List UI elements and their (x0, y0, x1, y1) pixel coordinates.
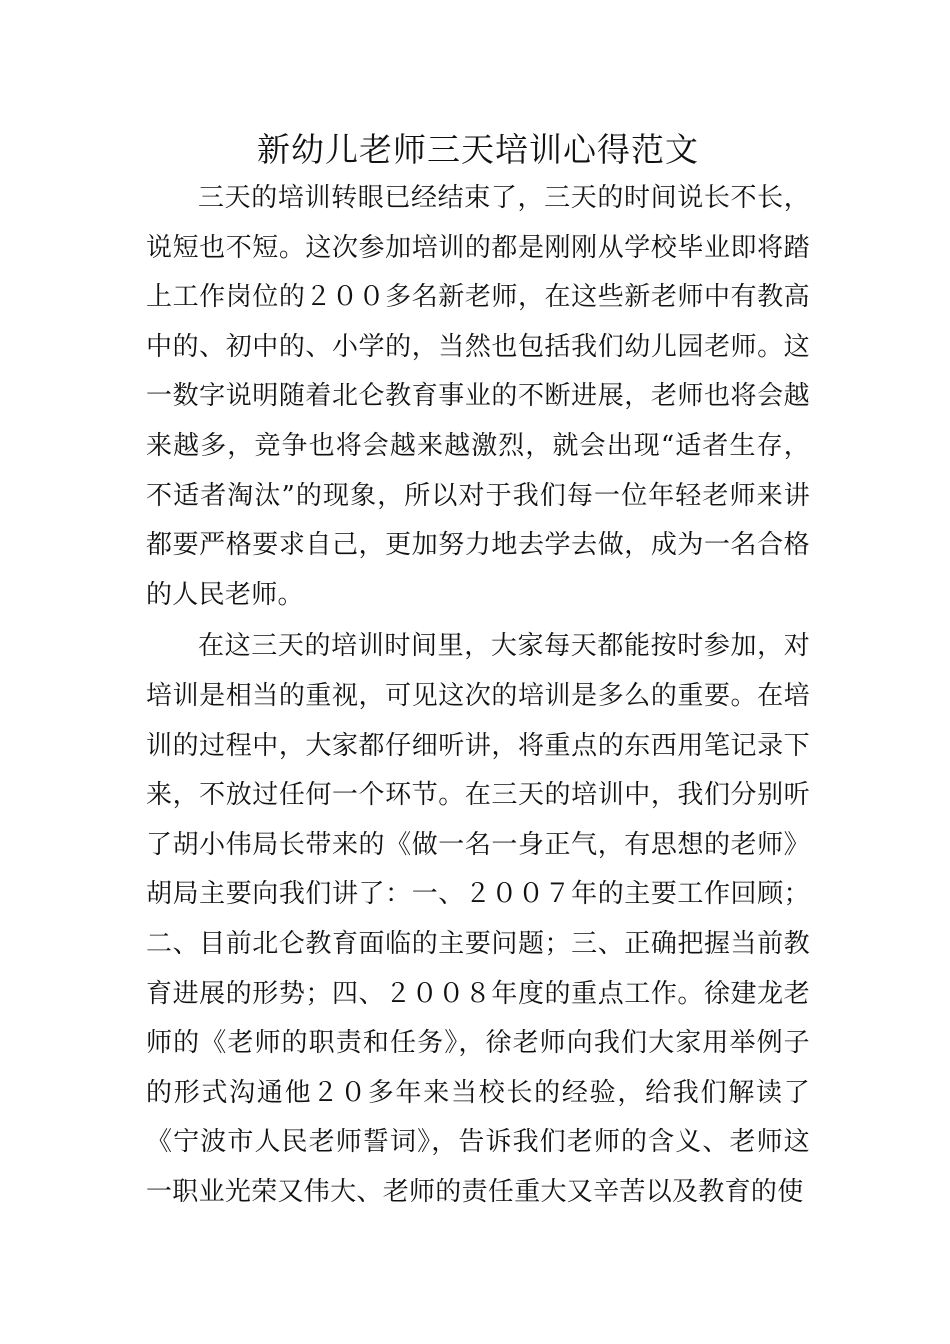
paragraph-1: 三天的培训转眼已经结束了，三天的时间说长不长，说短也不短。这次参加培训的都是刚刚从学校毕业即将踏上工作岗位的２００多名新老师，在这些新老师中有教高中的、初中的、小学的，当然也包括我们幼儿园老师。这一数字说明随着北仑教育事业的不断进展，老师也将会越来越多，竞争也将会越来越激烈，就会出现“适者生存，不适者淘汰”的现象，所以对于我们每一位年轻老师来讲都要严格要求自己，更加努力地去学去做，成为一名合格的人民老师。 (146, 183, 810, 610)
paragraph-2: 在这三天的培训时间里，大家每天都能按时参加，对培训是相当的重视，可见这次的培训是多么的重要。在培训的过程中，大家都仔细听讲，将重点的东西用笔记录下来，不放过任何一个环节。在三天的培训中，我们分别听了胡小伟局长带来的《做一名一身正气，有思想的老师》胡局主要向我们讲了：一、２００７年的主要工作回顾；二、目前北仑教育面临的主要问题；三、正确把握当前教育进展的形势；四、２００８年度的重点工作。徐建龙老师的《老师的职责和任务》，徐老师向我们大家用举例子的形式沟通他２０多年来当校长的经验，给我们解读了《宁波市人民老师誓词》，告诉我们老师的含义、老师这一职业光荣又伟大、老师的责任重大又辛苦以及教育的使 (146, 631, 810, 1207)
document-page (146, 120, 810, 1217)
document-title: 新幼儿老师三天培训心得范文 (257, 130, 699, 169)
